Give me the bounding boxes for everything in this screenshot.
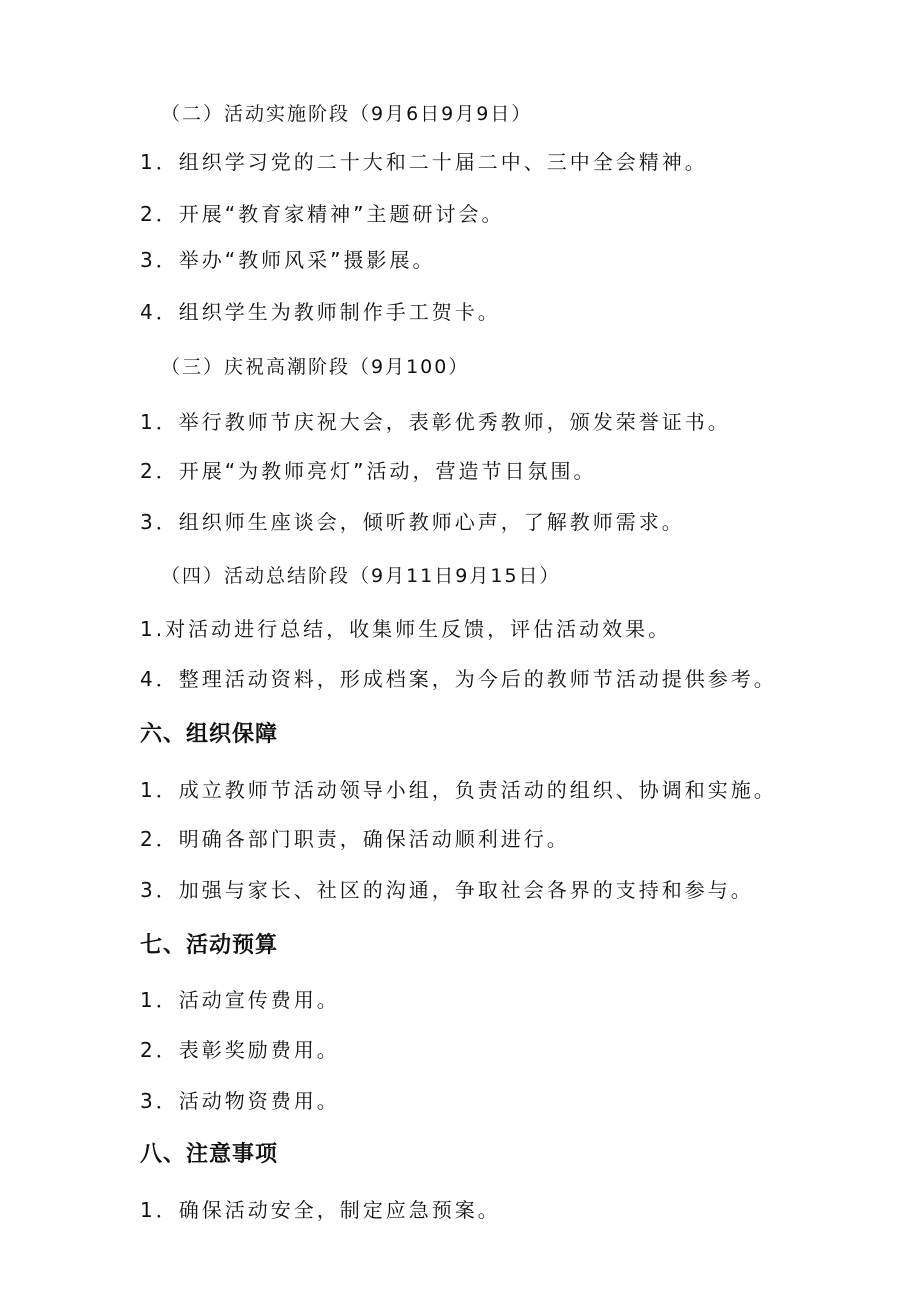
list-item: 4．组织学生为教师制作手工贺卡。 — [140, 300, 501, 324]
list-item: 2．明确各部门职责，确保活动顺利进行。 — [140, 827, 570, 851]
phase-3-heading: （三）庆祝高潮阶段（9月100） — [161, 356, 470, 378]
phase-4-heading: （四）活动总结阶段（9月11日9月15日） — [161, 565, 561, 587]
section-heading-budget: 七、活动预算 — [140, 933, 279, 958]
list-item: 1．确保活动安全，制定应急预案。 — [140, 1198, 501, 1222]
list-item: 2．开展“教育家精神”主题研讨会。 — [140, 202, 505, 226]
list-item: 1．组织学习党的二十大和二十届二中、三中全会精神。 — [140, 150, 708, 174]
list-item: 3．组织师生座谈会，倾听教师心声，了解教师需求。 — [140, 510, 685, 534]
list-item: 1．举行教师节庆祝大会，表彰优秀教师，颁发荣誉证书。 — [140, 410, 731, 434]
list-item: 2．开展“为教师亮灯”活动，营造节日氛围。 — [140, 459, 597, 483]
phase-2-heading: （二）活动实施阶段（9月6日9月9日） — [161, 103, 533, 125]
list-item: 4．整理活动资料，形成档案，为今后的教师节活动提供参考。 — [140, 667, 777, 691]
list-item: 1．活动宣传费用。 — [140, 988, 340, 1012]
list-item: 3．活动物资费用。 — [140, 1089, 340, 1113]
list-item: 1．成立教师节活动领导小组，负责活动的组织、协调和实施。 — [140, 778, 777, 802]
list-item: 1.对活动进行总结，收集师生反馈，评估活动效果。 — [140, 617, 672, 641]
section-heading-notes: 八、注意事项 — [140, 1142, 279, 1167]
list-item: 3．加强与家长、社区的沟通，争取社会各界的支持和参与。 — [140, 878, 754, 902]
list-item: 3．举办“教师风采”摄影展。 — [140, 248, 436, 272]
section-heading-organization: 六、组织保障 — [140, 722, 279, 747]
list-item: 2．表彰奖励费用。 — [140, 1038, 340, 1062]
